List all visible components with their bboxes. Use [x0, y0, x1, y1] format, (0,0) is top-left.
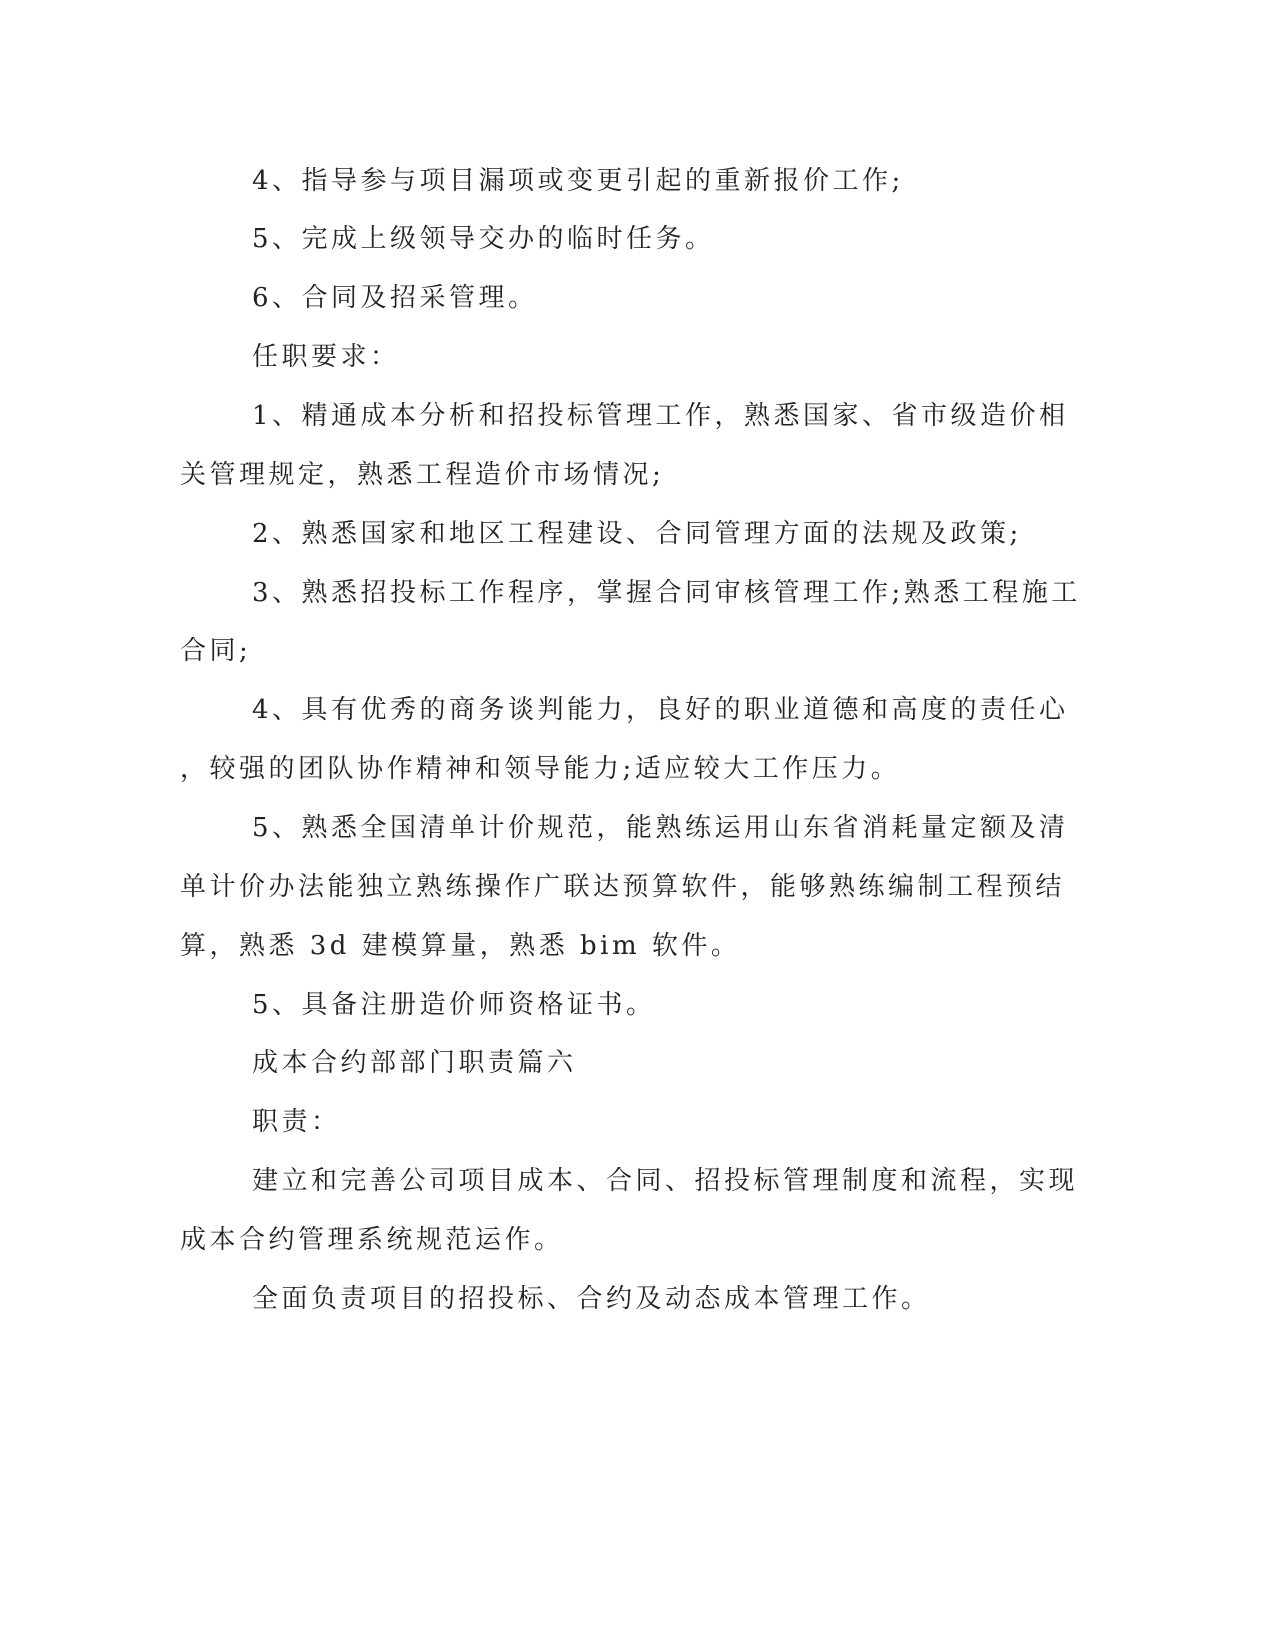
paragraph-resp-2: 全面负责项目的招投标、合约及动态成本管理工作。: [252, 1284, 931, 1314]
paragraph-req-1-line-2: 关管理规定，熟悉工程造价市场情况;: [180, 460, 665, 490]
heading-requirements: 任职要求：: [252, 342, 400, 372]
paragraph-req-4-line-1: 4、具有优秀的商务谈判能力，良好的职业道德和高度的责任心: [252, 695, 1069, 725]
section-title: 成本合约部部门职责篇六: [252, 1048, 577, 1078]
paragraph-resp-1-line-1: 建立和完善公司项目成本、合同、招投标管理制度和流程，实现: [252, 1166, 1079, 1196]
paragraph-req-1-line-1: 1、精通成本分析和招投标管理工作，熟悉国家、省市级造价相: [252, 401, 1069, 431]
paragraph-req-4-line-2: ，较强的团队协作精神和领导能力;适应较大工作压力。: [180, 754, 901, 784]
paragraph-req-2: 2、熟悉国家和地区工程建设、合同管理方面的法规及政策;: [252, 519, 1022, 549]
paragraph-duty-5: 5、完成上级领导交办的临时任务。: [252, 224, 715, 254]
paragraph-duty-6: 6、合同及招采管理。: [252, 283, 538, 313]
heading-responsibilities: 职责：: [252, 1107, 341, 1137]
paragraph-req-5-line-1: 5、熟悉全国清单计价规范，能熟练运用山东省消耗量定额及清: [252, 813, 1069, 843]
paragraph-req-6: 5、具备注册造价师资格证书。: [252, 990, 656, 1020]
paragraph-duty-4: 4、指导参与项目漏项或变更引起的重新报价工作;: [252, 166, 904, 196]
paragraph-req-5-line-3: 算，熟悉 3d 建模算量，熟悉 bim 软件。: [180, 931, 741, 961]
paragraph-req-3-line-1: 3、熟悉招投标工作程序，掌握合同审核管理工作;熟悉工程施工: [252, 578, 1081, 608]
paragraph-req-3-line-2: 合同;: [180, 636, 252, 666]
paragraph-resp-1-line-2: 成本合约管理系统规范运作。: [180, 1225, 564, 1255]
paragraph-req-5-line-2: 单计价办法能独立熟练操作广联达预算软件，能够熟练编制工程预结: [180, 872, 1066, 902]
